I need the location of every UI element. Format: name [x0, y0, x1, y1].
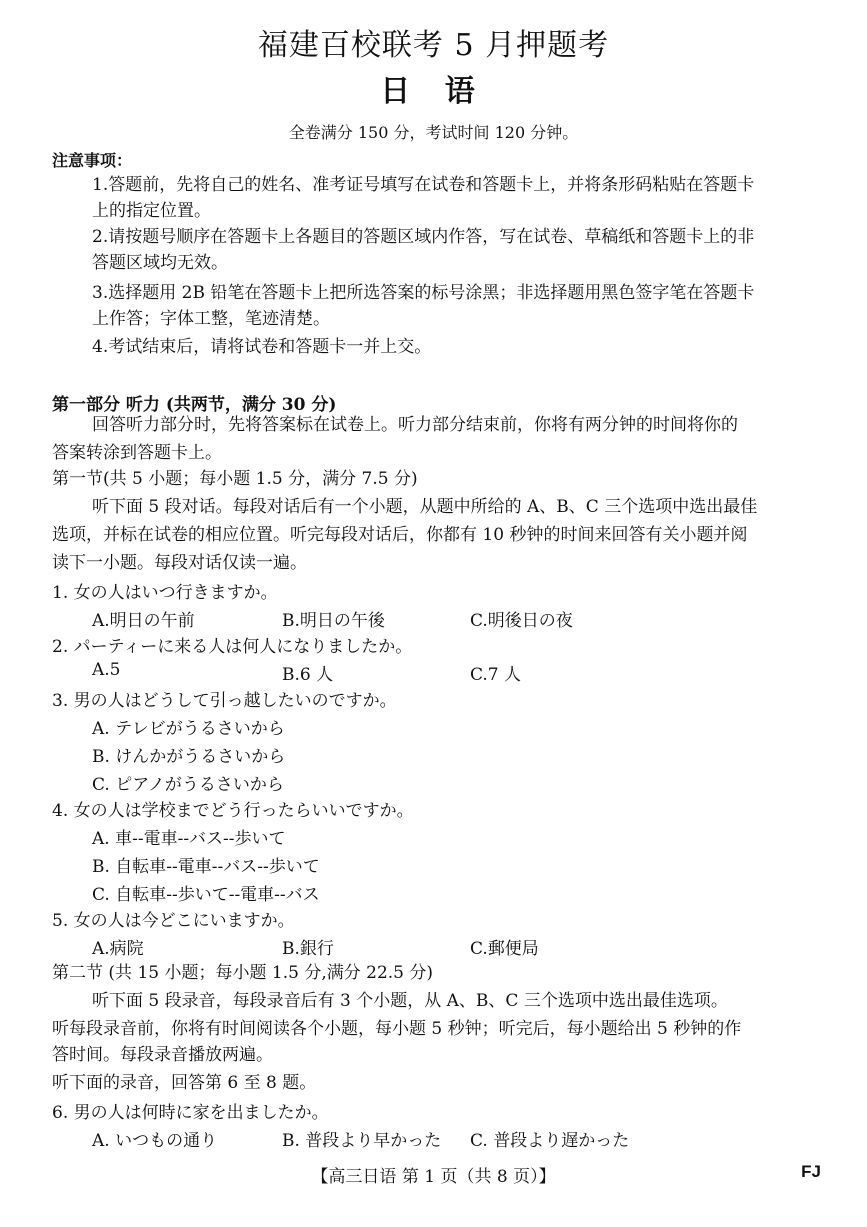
notice-line: 答题区域均无效。 [92, 253, 228, 273]
q2-option-a: A.5 [92, 660, 121, 680]
q6-option-a: A. いつもの通り [92, 1131, 218, 1151]
q1-option-a: A.明日の午前 [92, 611, 195, 631]
q2-option-b: B.6 人 [282, 665, 334, 685]
section2-intro-line: 答时间。每段录音播放两遍。 [52, 1045, 273, 1065]
notice-line: 4.考试结束后，请将试卷和答题卡一并上交。 [92, 337, 432, 357]
section1-heading: 第一节(共 5 小题；每小题 1.5 分，满分 7.5 分) [52, 469, 418, 489]
notice-line: 上的指定位置。 [92, 201, 211, 221]
q5-option-c: C.郵便局 [470, 939, 539, 959]
q4-option-c: C. 自転車--歩いて--電車--バス [92, 885, 320, 905]
question-6: 6. 男の人は何時に家を出ましたか。 [52, 1103, 329, 1123]
q3-option-c: C. ピアノがうるさいから [92, 775, 284, 795]
q5-option-a: A.病院 [92, 939, 144, 959]
exam-title: 福建百校联考 5 月押题考 [257, 28, 610, 63]
part1-heading: 第一部分 听力 (共两节，满分 30 分) [52, 395, 337, 415]
notice-line: 3.选择题用 2B 铅笔在答题卡上把所选答案的标号涂黑；非选择题用黑色签字笔在答题卡 [92, 283, 755, 303]
question-1: 1. 女の人はいつ行きますか。 [52, 583, 278, 603]
question-5: 5. 女の人は今どこにいますか。 [52, 911, 295, 931]
section1-intro-line: 听下面 5 段对话。每段对话后有一个小题，从题中所给的 A、B、C 三个选项中选出最佳 [92, 497, 758, 517]
q1-option-c: C.明後日の夜 [470, 611, 573, 631]
part1-intro-line: 回答听力部分时，先将答案标在试卷上。听力部分结束前，你将有两分钟的时间将你的 [92, 415, 738, 435]
section2-intro-line: 听每段录音前，你将有时间阅读各个小题，每小题 5 秒钟；听完后，每小题给出 5 秒钟的作 [52, 1019, 742, 1039]
page-footer: 【高三日语 第 1 页（共 8 页）】 [311, 1167, 556, 1187]
notice-line: 1.答题前，先将自己的姓名、准考证号填写在试卷和答题卡上，并将条形码粘贴在答题卡 [92, 175, 755, 195]
listen-prompt: 听下面的录音，回答第 6 至 8 题。 [52, 1073, 317, 1093]
q2-option-c: C.7 人 [470, 665, 522, 685]
notice-line: 上作答；字体工整，笔迹清楚。 [92, 309, 330, 329]
q6-option-b: B. 普段より早かった [282, 1131, 442, 1151]
notice-line: 2.请按题号顺序在答题卡上各题目的答题区域内作答，写在试卷、草稿纸和答题卡上的非 [92, 227, 755, 247]
section1-intro-line: 选项，并标在试卷的相应位置。听完每段对话后，你都有 10 秒钟的时间来回答有关小题并阅 [52, 525, 748, 545]
q1-option-b: B.明日の午後 [282, 611, 385, 631]
full-score-note: 全卷满分 150 分，考试时间 120 分钟。 [288, 123, 579, 142]
q4-option-a: A. 車--電車--バス--歩いて [92, 829, 286, 849]
section2-heading: 第二节 (共 15 小题；每小题 1.5 分,满分 22.5 分) [52, 963, 434, 983]
exam-subject: 日 语 [380, 74, 487, 109]
region-code: FJ [801, 1162, 821, 1181]
q3-option-b: B. けんかがうるさいから [92, 747, 286, 767]
q5-option-b: B.銀行 [282, 939, 334, 959]
q3-option-a: A. テレビがうるさいから [92, 719, 285, 739]
question-4: 4. 女の人は学校までどう行ったらいいですか。 [52, 801, 414, 821]
part1-intro-line: 答案转涂到答题卡上。 [52, 443, 222, 463]
q4-option-b: B. 自転車--電車--バス--歩いて [92, 857, 320, 877]
section1-intro-line: 读下一小题。每段对话仅读一遍。 [52, 553, 307, 573]
question-3: 3. 男の人はどうして引っ越したいのですか。 [52, 691, 397, 711]
q6-option-c: C. 普段より遅かった [470, 1131, 630, 1151]
notice-heading: 注意事项： [52, 151, 133, 170]
section2-intro-line: 听下面 5 段录音，每段录音后有 3 个小题，从 A、B、C 三个选项中选出最佳选项。 [92, 991, 728, 1011]
question-2: 2. パーティーに来る人は何人になりましたか。 [52, 637, 413, 657]
